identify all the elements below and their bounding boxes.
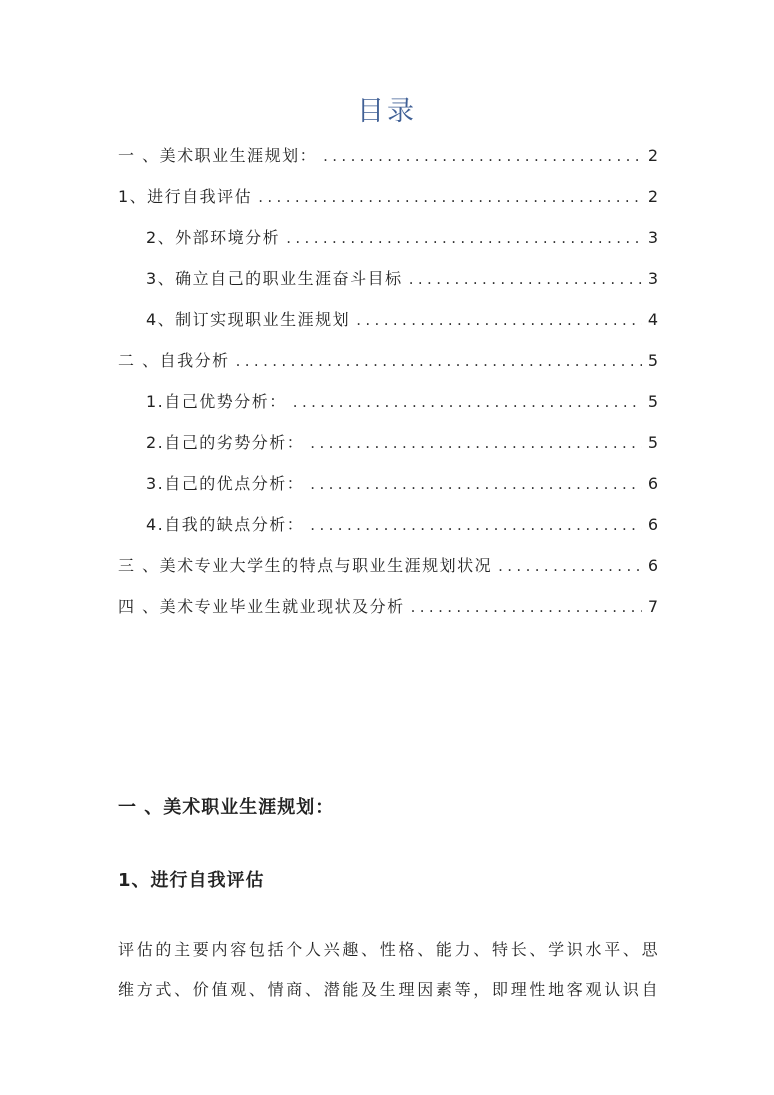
toc-entry[interactable]: [118, 593, 658, 634]
toc-entry[interactable]: [118, 511, 658, 552]
table-of-contents: [118, 142, 658, 634]
toc-page-number: 6: [647, 515, 658, 534]
toc-entry-text: 4.自我的缺点分析：: [146, 515, 305, 534]
toc-entry-text: 2、外部环境分析: [146, 228, 281, 247]
toc-entry[interactable]: [118, 224, 658, 265]
toc-entry[interactable]: [118, 183, 658, 224]
toc-entry-text: 1.自己优势分析：: [146, 392, 287, 411]
toc-page-number: 6: [647, 556, 658, 575]
toc-page-number: 5: [647, 392, 658, 411]
toc-dot-leader: [411, 593, 642, 621]
toc-entry[interactable]: [118, 470, 658, 511]
section-heading: 一 、美术职业生涯规划：: [118, 797, 335, 818]
toc-dot-leader: [310, 470, 642, 498]
body-paragraph: [118, 930, 660, 1010]
toc-entry-text: 1、进行自我评估: [118, 187, 253, 206]
toc-dot-leader: [310, 429, 642, 457]
toc-entry[interactable]: [118, 388, 658, 429]
toc-dot-leader: [323, 142, 642, 170]
toc-dot-leader: [310, 511, 642, 539]
toc-entry[interactable]: [118, 142, 658, 183]
toc-entry-text: 一 、美术职业生涯规划：: [118, 146, 318, 165]
toc-dot-leader: [236, 347, 642, 375]
toc-entry-text: 3.自己的优点分析：: [146, 474, 305, 493]
toc-page-number: 7: [647, 597, 658, 616]
toc-page-number: 5: [647, 351, 658, 370]
toc-entry[interactable]: [118, 429, 658, 470]
toc-page-number: 2: [647, 187, 658, 206]
toc-page-number: 3: [647, 228, 658, 247]
paragraph-line: 评估的主要内容包括个人兴趣、性格、能力、特长、学识水平、思: [118, 940, 660, 959]
toc-page-number: 2: [647, 146, 658, 165]
paragraph-line: 维方式、价值观、情商、潜能及生理因素等，即理性地客观认识自: [118, 980, 660, 999]
toc-page-number: 3: [647, 269, 658, 288]
toc-dot-leader: [286, 224, 642, 252]
toc-dot-leader: [356, 306, 642, 334]
toc-entry[interactable]: [118, 552, 658, 593]
toc-dot-leader: [498, 552, 642, 580]
toc-entry-text: 三 、美术专业大学生的特点与职业生涯规划状况: [118, 556, 493, 575]
toc-entry[interactable]: [118, 306, 658, 347]
toc-entry[interactable]: [118, 265, 658, 306]
toc-entry-text: 4、制订实现职业生涯规划: [146, 310, 351, 329]
toc-page-number: 4: [647, 310, 658, 329]
toc-page-number: 6: [647, 474, 658, 493]
toc-dot-leader: [409, 265, 642, 293]
toc-title: 目录: [357, 96, 417, 127]
sub-heading: 1、进行自我评估: [118, 870, 265, 891]
toc-entry-text: 3、确立自己的职业生涯奋斗目标: [146, 269, 403, 288]
toc-entry-text: 四 、美术专业毕业生就业现状及分析: [118, 597, 405, 616]
toc-page-number: 5: [647, 433, 658, 452]
toc-entry-text: 二 、自我分析: [118, 351, 230, 370]
toc-dot-leader: [293, 388, 642, 416]
toc-entry[interactable]: [118, 347, 658, 388]
toc-entry-text: 2.自己的劣势分析：: [146, 433, 305, 452]
toc-dot-leader: [258, 183, 642, 211]
